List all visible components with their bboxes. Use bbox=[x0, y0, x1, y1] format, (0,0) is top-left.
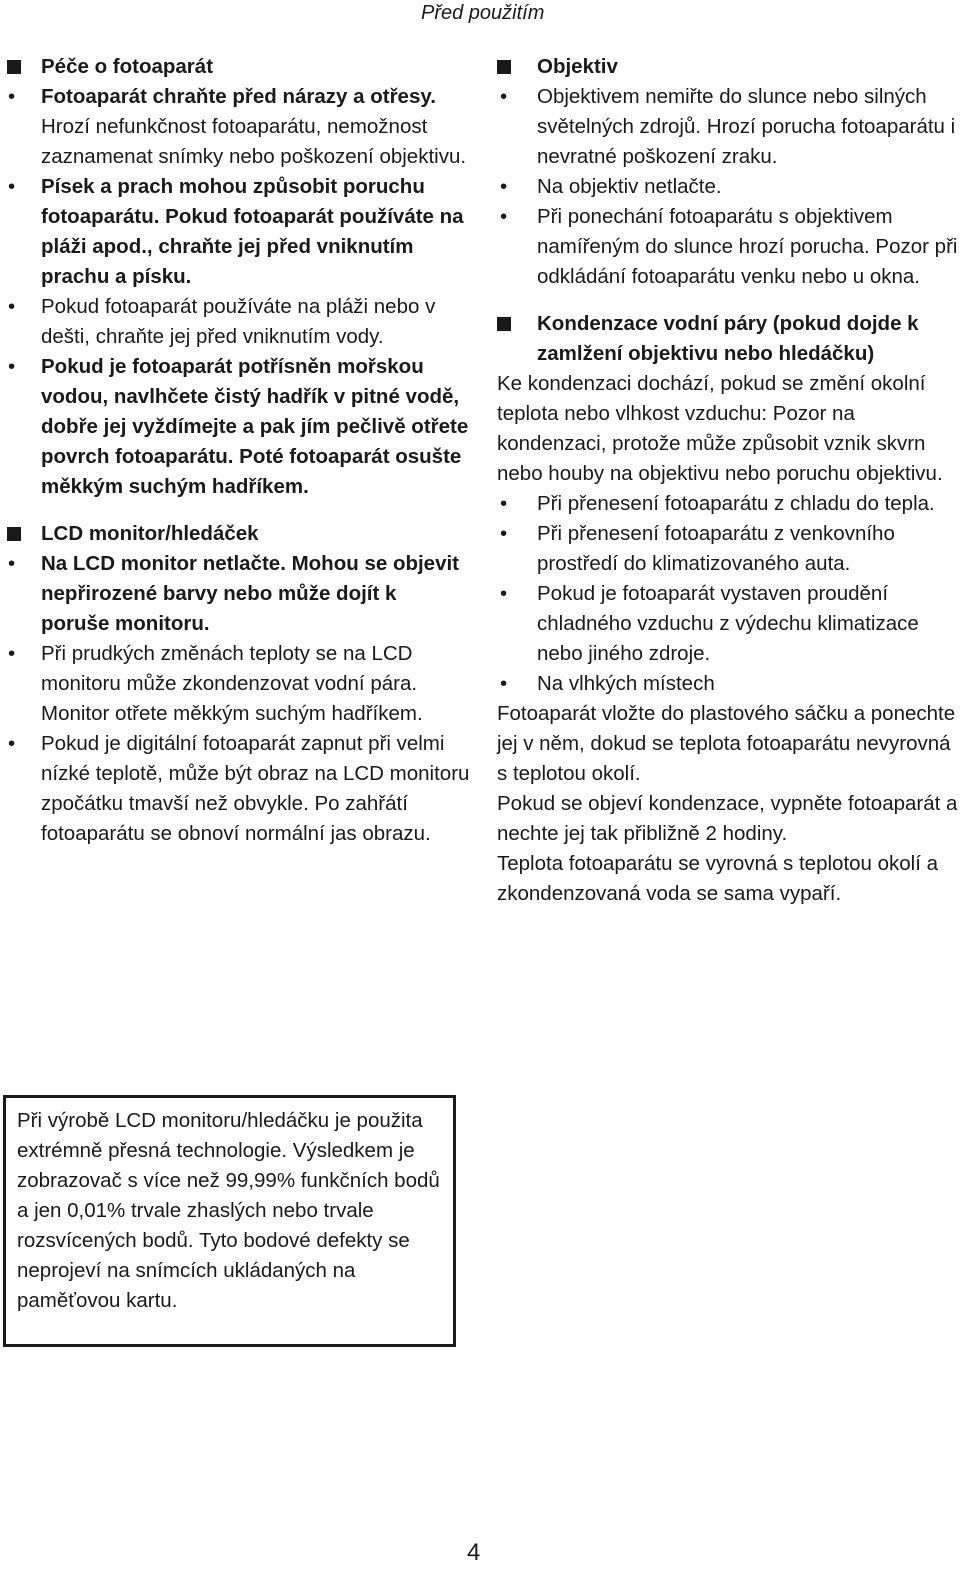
item-text: Pokud fotoaparát používáte na pláži nebo v dešti, chraňte jej před vniknutím vody. bbox=[41, 295, 436, 348]
list-item bbox=[0, 549, 470, 639]
bold-text: Pokud je fotoaparát potřísněn mořskou vodou, navlhčete čistý hadřík v pitné vodě, dobře jej vyždímejte a pak jím pečlivě otřete povrch fotoaparátu. Poté fotoaparát osušte měkkým suchým hadříkem. bbox=[41, 355, 469, 498]
bullet-list bbox=[497, 489, 960, 699]
page-number: 4 bbox=[467, 1539, 481, 1566]
square-bullet-icon bbox=[7, 527, 21, 541]
notice-box bbox=[3, 1095, 456, 1347]
section-heading bbox=[497, 309, 960, 369]
right-column bbox=[497, 52, 960, 926]
list-item bbox=[497, 579, 960, 669]
notice-text: Při výrobě LCD monitoru/hledáčku je použita extrémně přesná technologie. Výsledkem je zobrazovač s více než 99,99% funkčních bodů a jen 0,01% trvale zhaslých nebo trvale rozsvícených bodů. Tyto bodové defekty se neprojeví na snímcích ukládaných na paměťovou kartu. bbox=[17, 1109, 440, 1312]
list-item bbox=[0, 729, 470, 849]
list-item bbox=[497, 172, 960, 202]
paragraph: Ke kondenzaci dochází, pokud se změní okolní teplota nebo vlhkost vzduchu: Pozor na kondenzaci, protože může způsobit vznik skvrn nebo houby na objektivu nebo poruchu objektivu. bbox=[497, 372, 943, 485]
square-bullet-icon bbox=[497, 60, 511, 74]
list-item bbox=[0, 82, 470, 172]
paragraph: Pokud se objeví kondenzace, vypněte fotoaparát a nechte jej tak přibližně 2 hodiny. bbox=[497, 792, 958, 845]
section-title: Kondenzace vodní páry (pokud dojde k zamlžení objektivu nebo hledáčku) bbox=[537, 312, 919, 365]
list-item bbox=[0, 292, 470, 352]
bold-text: Na LCD monitor netlačte. Mohou se objevit nepřirozené barvy nebo může dojít k poruše monitoru. bbox=[41, 552, 460, 635]
item-text: Hrozí nefunkčnost fotoaparátu, nemožnost zaznamenat snímky nebo poškození objektivu. bbox=[41, 115, 467, 168]
bullet-list bbox=[0, 549, 470, 849]
list-item bbox=[497, 82, 960, 172]
section-lens bbox=[497, 52, 960, 292]
list-item bbox=[497, 669, 960, 699]
item-text: Objektivem nemiřte do slunce nebo silných světelných zdrojů. Hrozí porucha fotoaparátu i nevratné poškození zraku. bbox=[537, 85, 956, 168]
item-text: Při přenesení fotoaparátu z venkovního prostředí do klimatizovaného auta. bbox=[537, 522, 895, 575]
bullet-list bbox=[497, 82, 960, 292]
item-text: Na vlhkých místech bbox=[537, 672, 715, 695]
section-title: Péče o fotoaparát bbox=[41, 55, 214, 78]
list-item bbox=[497, 489, 960, 519]
list-item bbox=[497, 202, 960, 292]
square-bullet-icon bbox=[497, 317, 511, 331]
list-item bbox=[0, 172, 470, 292]
section-heading bbox=[0, 52, 470, 82]
running-header: Před použitím bbox=[421, 2, 545, 24]
list-item bbox=[0, 639, 470, 729]
item-text: Na objektiv netlačte. bbox=[537, 175, 722, 198]
bold-text: Fotoaparát chraňte před nárazy a otřesy. bbox=[41, 85, 436, 108]
paragraph: Teplota fotoaparátu se vyrovná s teplotou okolí a zkondenzovaná voda se sama vypaří. bbox=[497, 852, 939, 905]
section-lcd-monitor bbox=[0, 519, 470, 849]
bold-text: Písek a prach mohou způsobit poruchu fotoaparátu. Pokud fotoaparát používáte na pláži apod., chraňte jej před vniknutím prachu a písku. bbox=[41, 175, 464, 288]
list-item bbox=[0, 352, 470, 502]
left-column bbox=[0, 52, 470, 866]
section-camera-care bbox=[0, 52, 470, 502]
list-item bbox=[497, 519, 960, 579]
item-text: Při prudkých změnách teploty se na LCD monitoru může zkondenzovat vodní pára. Monitor otřete měkkým suchým hadříkem. bbox=[41, 642, 423, 725]
bullet-list bbox=[0, 82, 470, 502]
item-text: Při ponechání fotoaparátu s objektivem namířeným do slunce hrozí porucha. Pozor při odkládání fotoaparátu venku nebo u okna. bbox=[537, 205, 958, 288]
paragraph: Fotoaparát vložte do plastového sáčku a ponechte jej v něm, dokud se teplota fotoaparátu nevyrovná s teplotou okolí. bbox=[497, 702, 956, 785]
item-text: Pokud je fotoaparát vystaven proudění chladného vzduchu z výdechu klimatizace nebo jiného zdroje. bbox=[537, 582, 919, 665]
item-text: Při přenesení fotoaparátu z chladu do tepla. bbox=[537, 492, 935, 515]
section-heading bbox=[0, 519, 470, 549]
section-condensation bbox=[497, 309, 960, 909]
square-bullet-icon bbox=[7, 60, 21, 74]
section-heading bbox=[497, 52, 960, 82]
section-title: LCD monitor/hledáček bbox=[41, 522, 259, 545]
item-text: Pokud je digitální fotoaparát zapnut při velmi nízké teplotě, může být obraz na LCD monitoru zpočátku tmavší než obvykle. Po zahřátí fotoaparátu se obnoví normální jas obrazu. bbox=[41, 732, 470, 845]
section-title: Objektiv bbox=[537, 55, 618, 78]
